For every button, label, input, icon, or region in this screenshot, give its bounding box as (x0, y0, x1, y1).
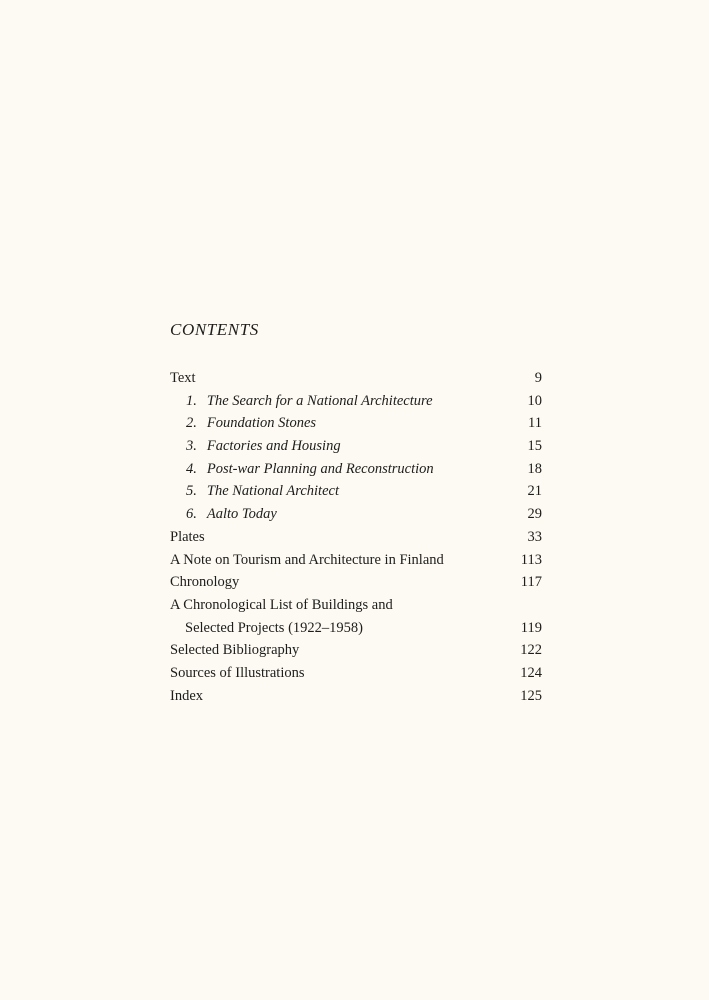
toc-entry-label (170, 571, 239, 594)
toc-entry (170, 526, 542, 549)
toc-entry (170, 617, 542, 640)
toc-entry (170, 367, 542, 390)
toc-entry-page: 117 (520, 574, 542, 591)
toc-entry-title: The Search for a National Architecture (206, 392, 433, 409)
toc-entry (170, 480, 542, 503)
toc-entry-title: Aalto Today (206, 506, 277, 523)
toc-entry-label (170, 367, 196, 390)
contents-heading: CONTENTS (170, 320, 259, 339)
toc-entry-title: Index (170, 687, 204, 704)
toc-entry-label (170, 526, 205, 549)
toc-entry (170, 685, 542, 708)
toc-entry-label (170, 685, 203, 708)
toc-entry-page: 119 (520, 619, 542, 636)
table-of-contents (170, 367, 542, 707)
toc-entry (170, 412, 542, 435)
toc-entry-label (170, 639, 299, 662)
toc-entry-title: Foundation Stones (206, 415, 317, 432)
toc-entry (170, 662, 542, 685)
toc-entry-page: 113 (520, 551, 542, 568)
toc-entry (170, 594, 542, 617)
toc-entry-label (170, 594, 393, 617)
toc-entry-title: Selected Bibliography (170, 642, 300, 659)
toc-entry-title: Plates (170, 528, 205, 545)
toc-entry-page: 9 (534, 370, 542, 386)
toc-entry-number: 5. (186, 483, 197, 500)
toc-entry-page: 124 (520, 664, 542, 681)
toc-entry-label (170, 662, 305, 685)
toc-entry-label (186, 435, 341, 458)
toc-entry-label (170, 549, 444, 572)
toc-entry-label (185, 617, 363, 640)
toc-entry-page: 29 (527, 506, 542, 523)
toc-entry (170, 390, 542, 413)
toc-entry (170, 458, 542, 481)
toc-entry-title: Selected Projects (1922–1958) (185, 619, 363, 636)
toc-entry-title: Chronology (170, 574, 240, 591)
toc-entry-page: 21 (527, 483, 542, 500)
toc-entry (170, 549, 542, 572)
toc-entry-number: 3. (186, 438, 197, 455)
toc-entry-label (186, 458, 434, 481)
toc-entry-title: Text (170, 370, 196, 386)
toc-entry (170, 639, 542, 662)
toc-entry-page: 125 (520, 687, 542, 704)
toc-entry-title: Post-war Planning and Reconstruction (206, 460, 434, 477)
toc-entry-number: 4. (186, 460, 197, 477)
toc-entry-number: 6. (186, 506, 197, 523)
toc-entry-title: Factories and Housing (206, 438, 341, 455)
toc-entry (170, 503, 542, 526)
toc-entry-page: 18 (527, 460, 542, 477)
toc-entry-title: A Chronological List of Buildings and (170, 596, 393, 613)
toc-entry-label (186, 503, 277, 526)
toc-entry-label (186, 390, 433, 413)
toc-entry (170, 571, 542, 594)
toc-entry-number: 2. (186, 415, 197, 432)
toc-entry-page: 11 (528, 415, 542, 432)
toc-entry-number: 1. (186, 392, 197, 409)
toc-entry-label (186, 412, 316, 435)
toc-entry-title: A Note on Tourism and Architecture in Finland (170, 551, 444, 568)
toc-entry-page: 33 (527, 528, 542, 545)
toc-entry-page: 122 (520, 642, 542, 659)
toc-entry-label (186, 480, 339, 503)
toc-entry-page: 15 (527, 438, 542, 455)
toc-entry (170, 435, 542, 458)
toc-entry-title: The National Architect (206, 483, 339, 500)
toc-entry-page: 10 (527, 392, 542, 409)
toc-entry-title: Sources of Illustrations (170, 664, 305, 681)
